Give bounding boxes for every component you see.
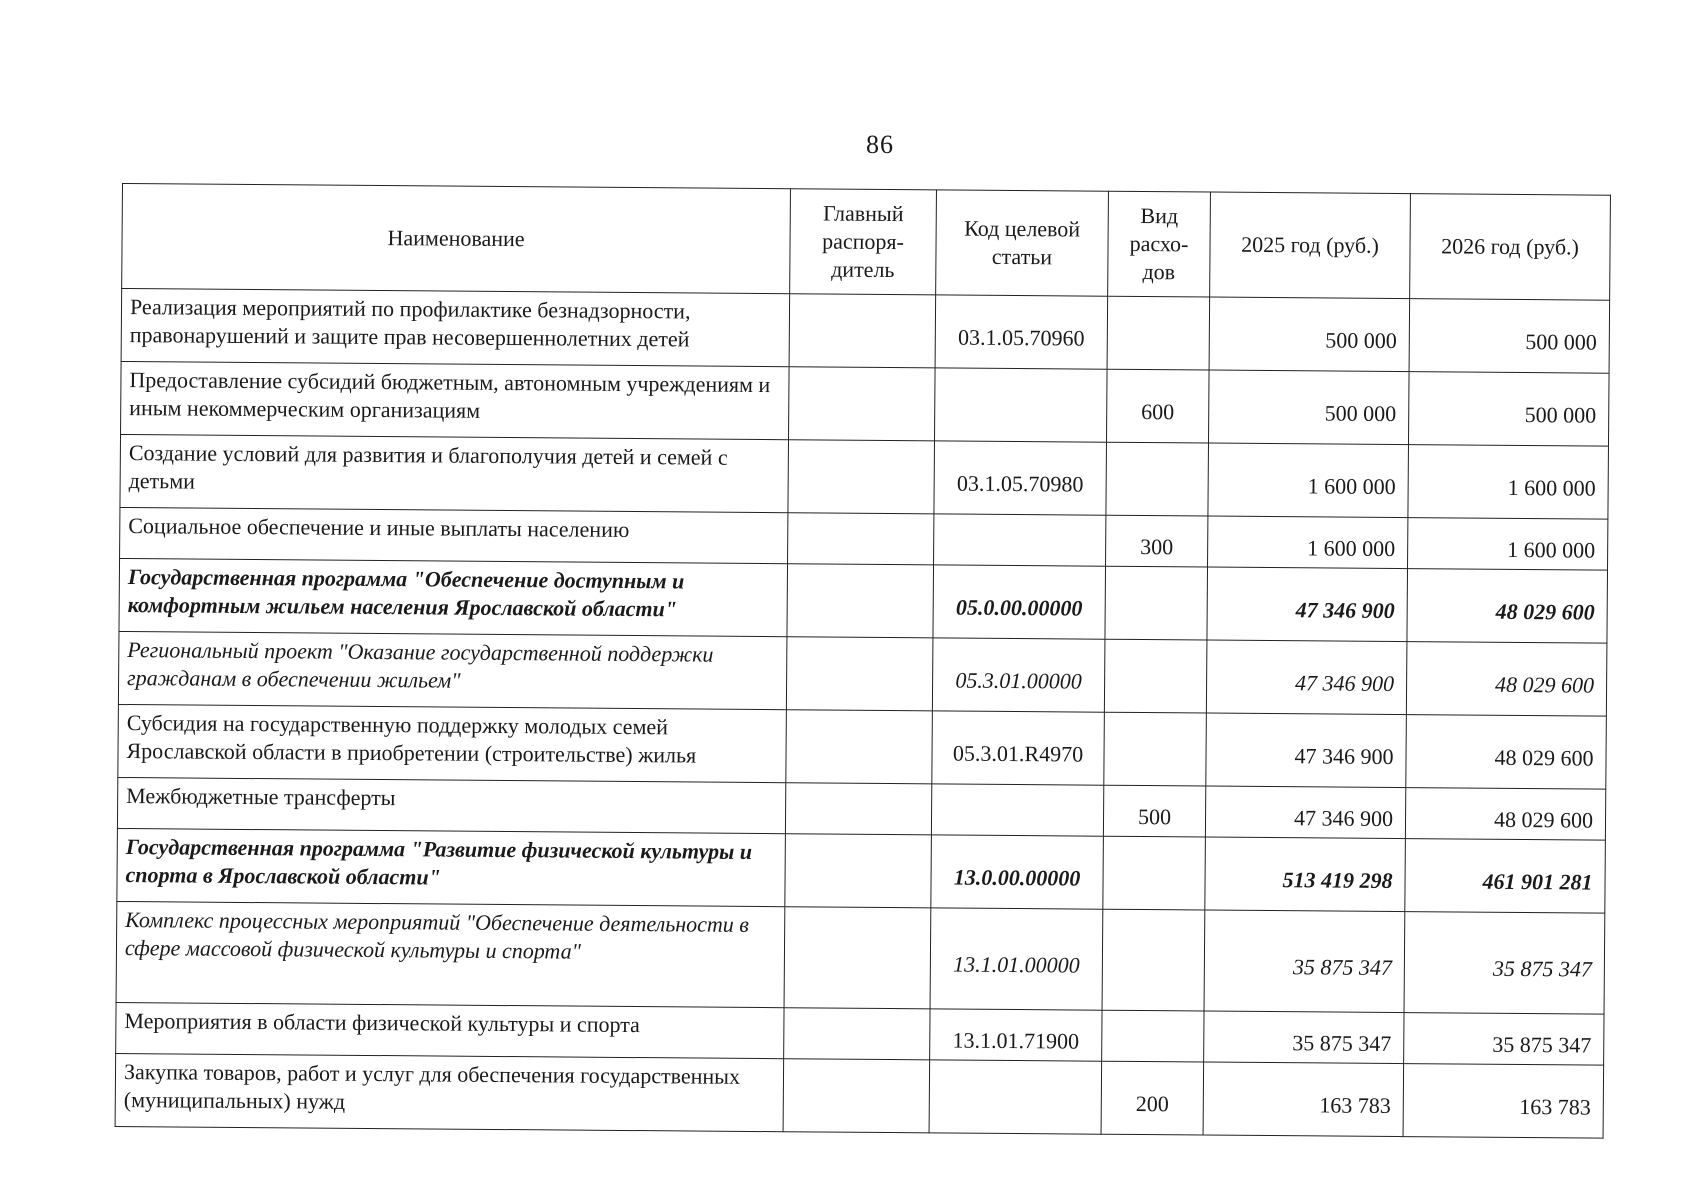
row-main-manager <box>783 1059 930 1133</box>
row-target-code <box>934 514 1106 566</box>
row-name: Предоставление субсидий бюджетным, автономным учреждениям и иным некоммерческим организациям <box>121 361 790 439</box>
row-year-2025: 500 000 <box>1208 370 1409 445</box>
table-row <box>115 1053 1604 1138</box>
row-main-manager <box>784 907 931 1009</box>
row-name: Реализация мероприятий по профилактике безнадзорности, правонарушений и защите прав несовершеннолетних детей <box>121 289 790 367</box>
row-main-manager <box>789 367 936 441</box>
row-target-code: 13.1.01.71900 <box>930 1009 1102 1061</box>
row-expense-type <box>1105 566 1208 640</box>
row-name: Региональный проект "Оказание государственной поддержки гражданам в обеспечении жильем" <box>118 631 787 709</box>
table-row <box>120 434 1609 519</box>
row-year-2026: 48 029 600 <box>1407 569 1608 644</box>
row-main-manager <box>788 513 934 565</box>
row-year-2026: 1 600 000 <box>1408 518 1608 571</box>
row-target-code: 13.1.01.00000 <box>930 908 1103 1010</box>
row-name: Закупка товаров, работ и услуг для обеспечения государственных (муниципальных) нужд <box>115 1053 784 1131</box>
row-main-manager <box>785 783 931 835</box>
row-target-code <box>931 784 1103 836</box>
header-name: Наименование <box>122 184 791 294</box>
row-expense-type: 200 <box>1101 1061 1204 1135</box>
row-name: Государственная программа "Обеспечение доступным и комфортным жильем населения Ярославской области" <box>119 558 788 636</box>
row-year-2026: 48 029 600 <box>1406 642 1607 717</box>
header-year-2025: 2025 год (руб.) <box>1210 192 1411 299</box>
row-year-2025: 47 346 900 <box>1205 786 1405 839</box>
row-expense-type <box>1103 836 1206 910</box>
row-name: Социальное обеспечение и иные выплаты населению <box>120 507 788 563</box>
row-target-code: 05.0.00.00000 <box>933 565 1106 639</box>
row-name: Государственная программа "Развитие физической культуры и спорта в Ярославской области" <box>117 828 786 906</box>
row-name: Межбюджетные трансферты <box>117 777 785 833</box>
row-target-code: 05.3.01.R4970 <box>932 711 1105 785</box>
row-expense-type: 500 <box>1103 785 1205 837</box>
row-expense-type: 600 <box>1106 369 1209 443</box>
row-name: Субсидия на государственную поддержку молодых семей Ярославской области в приобретении (строительстве) жилья <box>118 704 787 782</box>
row-target-code <box>929 1060 1102 1134</box>
row-target-code: 03.1.05.70960 <box>935 295 1108 369</box>
row-expense-type <box>1102 1010 1204 1062</box>
row-target-code <box>934 368 1107 442</box>
table-row-complex <box>116 901 1605 1014</box>
row-year-2026: 48 029 600 <box>1406 715 1607 790</box>
row-main-manager <box>786 710 933 784</box>
row-name: Создание условий для развития и благополучия детей и семей с детьми <box>120 434 789 512</box>
table-row <box>121 289 1610 374</box>
row-year-2026: 48 029 600 <box>1405 788 1605 841</box>
row-expense-type: 300 <box>1106 515 1208 567</box>
page-number: 86 <box>866 130 894 159</box>
row-name: Комплекс процессных мероприятий "Обеспечение деятельности в сфере массовой физической культуры и спорта" <box>116 901 785 1007</box>
table-row <box>121 361 1610 446</box>
row-year-2026: 35 875 347 <box>1404 912 1605 1015</box>
row-year-2025: 513 419 298 <box>1205 837 1406 912</box>
budget-table <box>115 183 1611 1139</box>
row-year-2025: 1 600 000 <box>1208 443 1409 518</box>
row-name: Мероприятия в области физической культуры и спорта <box>116 1002 784 1058</box>
header-year-2026: 2026 год (руб.) <box>1410 194 1611 301</box>
row-year-2025: 47 346 900 <box>1207 567 1408 642</box>
table-row-project <box>118 631 1607 716</box>
row-target-code: 13.0.00.00000 <box>931 835 1104 909</box>
row-year-2026: 163 783 <box>1403 1064 1604 1139</box>
row-expense-type <box>1104 712 1207 786</box>
row-expense-type <box>1107 296 1210 370</box>
row-year-2025: 35 875 347 <box>1204 1011 1404 1064</box>
row-main-manager <box>789 294 936 368</box>
row-expense-type <box>1104 639 1207 713</box>
row-main-manager <box>786 637 933 711</box>
row-main-manager <box>785 834 932 908</box>
row-year-2026: 35 875 347 <box>1404 1013 1604 1066</box>
row-year-2025: 35 875 347 <box>1204 910 1405 1013</box>
row-main-manager <box>784 1008 930 1060</box>
row-expense-type <box>1106 442 1209 516</box>
row-target-code: 05.3.01.00000 <box>932 638 1105 712</box>
row-year-2025: 47 346 900 <box>1206 713 1407 788</box>
row-year-2026: 500 000 <box>1409 299 1610 374</box>
header-main-manager: Главный распоря-дитель <box>790 189 937 295</box>
row-main-manager <box>787 564 934 638</box>
row-year-2025: 163 783 <box>1203 1062 1404 1137</box>
row-year-2026: 500 000 <box>1408 372 1609 447</box>
row-year-2026: 461 901 281 <box>1405 839 1606 914</box>
row-main-manager <box>788 440 935 514</box>
row-expense-type <box>1102 909 1205 1011</box>
table-row-program <box>117 828 1606 913</box>
header-target-code: Код целевой статьи <box>936 190 1109 296</box>
table-row-program <box>119 558 1608 643</box>
row-year-2025: 47 346 900 <box>1206 640 1407 715</box>
header-expense-type: Вид расхо-дов <box>1108 191 1211 297</box>
budget-table-container <box>115 183 1610 1139</box>
row-target-code: 03.1.05.70980 <box>934 441 1107 515</box>
row-year-2025: 1 600 000 <box>1208 516 1408 569</box>
table-row <box>118 704 1607 789</box>
row-year-2026: 1 600 000 <box>1408 445 1609 520</box>
row-year-2025: 500 000 <box>1209 297 1410 372</box>
table-header-row <box>122 184 1611 301</box>
